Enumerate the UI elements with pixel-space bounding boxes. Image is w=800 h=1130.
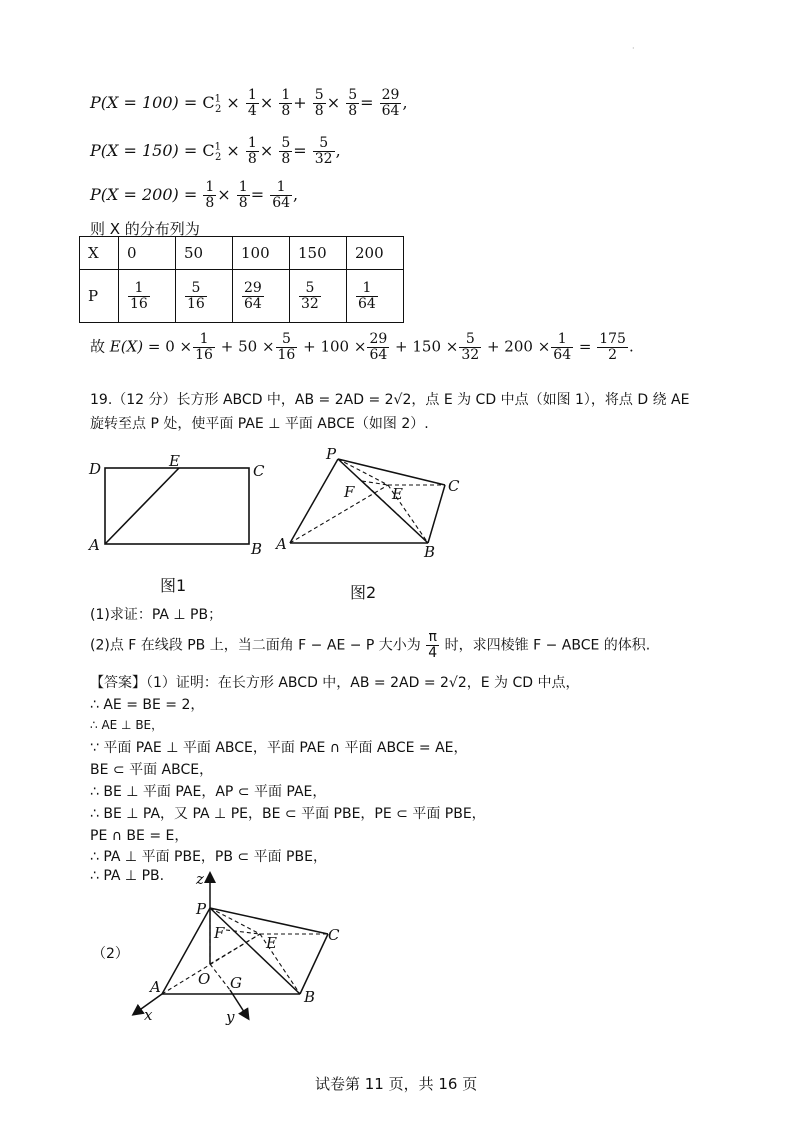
comb-sup: 1 (214, 141, 221, 153)
fig3-label-x: x (144, 1006, 153, 1024)
problem19-line2: 旋转至点 P 处，使平面 PAE ⊥ 平面 ABCE（如图 2）. (90, 416, 429, 432)
comb-sub: 2 (214, 104, 222, 116)
fig2-label-f: F (344, 483, 355, 501)
fig2-label-c: C (448, 477, 460, 495)
fraction: $\frac{5}{8}$ (348, 87, 358, 119)
figure-3 (120, 868, 360, 1028)
fig2-label-p: P (326, 445, 337, 463)
fig3-label-z: z (196, 870, 204, 888)
fig3-label-a: A (150, 978, 161, 996)
problem19-line1: 19.（12 分）长方形 ABCD 中，AB = 2AD = 2√2，点 E 为 CD 中点（如图 1），将点 D 绕 AE (90, 392, 690, 408)
fig3-label-o: O (198, 970, 211, 988)
fig3-label-c: C (328, 926, 340, 944)
question-2-pre: (2)点 F 在线段 PB 上，当二面角 F − AE − P 大小为 (90, 637, 421, 654)
fig1-label-a: A (89, 536, 100, 554)
table-cell: $\frac{5}{32}$ (290, 270, 347, 323)
row-label-p: P (80, 270, 119, 323)
part2-label: （2） (92, 946, 129, 962)
fig3-label-b: B (304, 988, 316, 1006)
answer-line: ∴ AE ⊥ BE， (90, 718, 164, 732)
table-row (80, 270, 404, 323)
dist-intro: 则 X 的分布列为 (90, 220, 200, 238)
prob-100-line: $P(X = 100) = C^1_2$ × $\frac{1}{4}$ × $\frac{1}{8}$ + $\frac{5}{8}$ × $\frac{5}{8}$ = $\frac{29}{64}$ , (90, 87, 408, 119)
answer-line: ∴ AE = BE = 2， (90, 697, 205, 713)
table-cell: $\frac{29}{64}$ (233, 270, 290, 323)
table-cell: $\frac{5}{16}$ (176, 270, 233, 323)
question-2-post: 时，求四棱锥 F − ABCE 的体积. (444, 637, 651, 654)
fig1-label-b: B (251, 540, 263, 558)
table-row (80, 237, 404, 270)
fig3-label-f: F (214, 924, 225, 942)
answer-line: ∴ PA ⊥ PB. (90, 868, 165, 884)
fraction: $\frac{1}{8}$ (238, 179, 248, 211)
page-footer: 试卷第 11 页，共 16 页 (315, 1075, 478, 1093)
prob-100-lhs: P(X = 100) (90, 93, 179, 112)
fig2-label-b: B (424, 543, 436, 560)
expectation-line: 故 E(X) = 0 × $\frac{1}{16}$ + 50 × $\frac{5}{16}$ + 100 × $\frac{29}{64}$ + 150 × $\frac{5}{32}$ + 200 × $\frac{1}{64}$ = $\frac{175}{2}$ . (90, 331, 634, 363)
fraction-result: $\frac{1}{64}$ (272, 179, 291, 211)
table-cell: 0 (119, 237, 176, 270)
header-mark: · (632, 44, 635, 53)
comb-symbol: C (202, 141, 215, 160)
fig1-label-d: D (89, 460, 102, 478)
expectation-prefix: 故 (90, 337, 106, 356)
fig1-label-e: E (169, 452, 180, 470)
answer-line: ∴ PA ⊥ 平面 PBE，PB ⊂ 平面 PBE， (90, 849, 327, 865)
fig2-caption: 图2 (350, 583, 377, 602)
prob-150-line: $P(X = 150) = C^1_2$ × $\frac{1}{8}$ × $\frac{5}{8}$ = $\frac{5}{32}$ , (90, 135, 341, 167)
fraction-result: $\frac{29}{64}$ (381, 87, 400, 119)
row-label-x: X (80, 237, 119, 270)
angle-fraction: $\frac{\pi}{4}$ (428, 629, 438, 661)
fraction-result: $\frac{5}{32}$ (314, 135, 333, 167)
fig3-label-p: P (196, 900, 207, 918)
table-cell: 50 (176, 237, 233, 270)
fraction-result: $\frac{175}{2}$ (599, 331, 626, 363)
fraction: $\frac{1}{8}$ (247, 135, 257, 167)
answer-line: ∴ BE ⊥ 平面 PAE，AP ⊂ 平面 PAE， (90, 784, 327, 800)
fraction: $\frac{1}{8}$ (281, 87, 291, 119)
table-cell: $\frac{1}{64}$ (347, 270, 404, 323)
prob-150-lhs: P(X = 150) (90, 141, 179, 160)
figure-1 (85, 450, 275, 560)
answer-line1: 【答案】（1）证明：在长方形 ABCD 中，AB = 2AD = 2√2，E 为 CD 中点， (90, 675, 580, 691)
answer-line: BE ⊂ 平面 ABCE， (90, 762, 214, 778)
table-cell: 100 (233, 237, 290, 270)
comb-symbol: C (202, 93, 215, 112)
fig2-label-a: A (276, 535, 287, 553)
fig3-label-y: y (226, 1008, 235, 1026)
expectation-lhs: E(X) = (109, 337, 161, 356)
table-cell: $\frac{1}{16}$ (119, 270, 176, 323)
fig3-label-g: G (230, 974, 242, 992)
prob-200-line: P(X = 200) = $\frac{1}{8}$ × $\frac{1}{8}$ = $\frac{1}{64}$ , (90, 179, 299, 211)
fig1-label-c: C (253, 462, 265, 480)
comb-sup: 1 (214, 93, 221, 105)
fig1-caption: 图1 (160, 576, 187, 595)
distribution-table (79, 236, 404, 323)
comb-sub: 2 (214, 152, 222, 164)
fig2-label-e: E (392, 485, 403, 503)
answer-line: ∵ 平面 PAE ⊥ 平面 ABCE，平面 PAE ∩ 平面 ABCE = AE， (90, 740, 468, 756)
fraction: $\frac{1}{4}$ (247, 87, 257, 119)
prob-200-lhs: P(X = 200) (90, 185, 179, 204)
figure-2 (270, 445, 470, 560)
answer-line: PE ∩ BE = E， (90, 828, 189, 844)
table-cell: 150 (290, 237, 347, 270)
fraction: $\frac{1}{8}$ (205, 179, 215, 211)
fraction: $\frac{5}{8}$ (281, 135, 291, 167)
answer-line: ∴ BE ⊥ PA，又 PA ⊥ PE，BE ⊂ 平面 PBE，PE ⊂ 平面 PBE， (90, 806, 486, 822)
fig3-label-e: E (266, 934, 277, 952)
question-1: (1)求证：PA ⊥ PB； (90, 607, 223, 623)
question-2 (90, 630, 650, 661)
fraction: $\frac{5}{8}$ (314, 87, 324, 119)
table-cell: 200 (347, 237, 404, 270)
